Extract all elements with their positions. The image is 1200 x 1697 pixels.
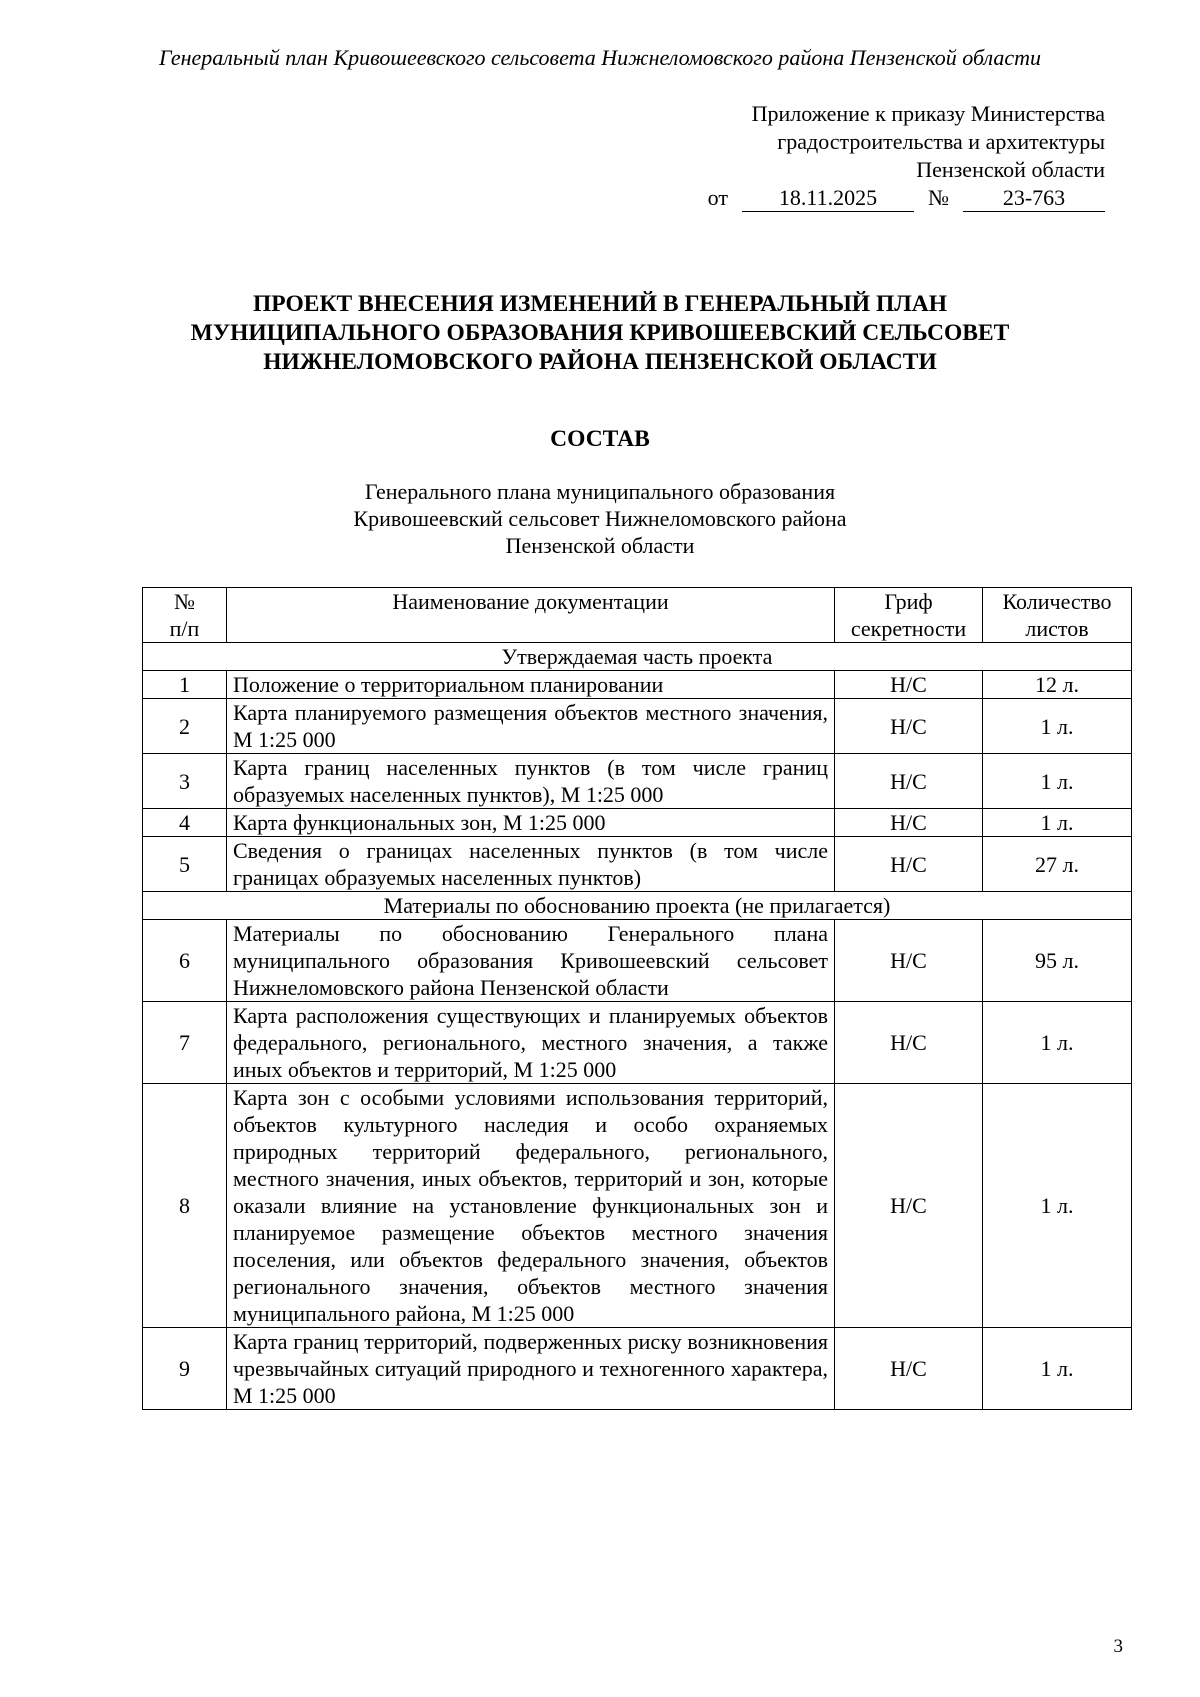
cell-num: 5 xyxy=(143,837,227,892)
section-title: СОСТАВ xyxy=(550,426,650,452)
cell-grif: Н/С xyxy=(835,809,983,837)
subtitle-line: Кривошеевский сельсовет Нижнеломовского района xyxy=(353,506,847,531)
cell-grif: Н/С xyxy=(835,920,983,1002)
cell-grif: Н/С xyxy=(835,1002,983,1084)
table-row xyxy=(143,754,1132,809)
cell-num: 3 xyxy=(143,754,227,809)
table-row xyxy=(143,1002,1132,1084)
cell-num: 8 xyxy=(143,1084,227,1328)
cell-qty: 27 л. xyxy=(983,837,1132,892)
appendix-block xyxy=(645,100,1105,212)
order-line xyxy=(645,184,1105,212)
cell-num: 7 xyxy=(143,1002,227,1084)
cell-name: Карта границ территорий, подверженных риску возникновения чрезвычайных ситуаций природного и техногенного характера, М 1:25 000 xyxy=(227,1328,835,1410)
header-num xyxy=(143,588,227,643)
cell-grif: Н/С xyxy=(835,699,983,754)
cell-num: 1 xyxy=(143,671,227,699)
table-row xyxy=(143,920,1132,1002)
header-num-line: № xyxy=(174,589,195,614)
table-row xyxy=(143,1328,1132,1410)
section-row-title: Утверждаемая часть проекта xyxy=(143,643,1132,671)
section-row xyxy=(143,643,1132,671)
cell-grif: Н/С xyxy=(835,1328,983,1410)
header-grif xyxy=(835,588,983,643)
header-qty xyxy=(983,588,1132,643)
cell-num: 2 xyxy=(143,699,227,754)
cell-grif: Н/С xyxy=(835,754,983,809)
order-prefix: от xyxy=(707,185,728,210)
appendix-line: градостроительства и архитектуры xyxy=(777,129,1105,154)
cell-grif: Н/С xyxy=(835,671,983,699)
cell-num: 9 xyxy=(143,1328,227,1410)
table-header-row xyxy=(143,588,1132,643)
cell-qty: 1 л. xyxy=(983,754,1132,809)
table-row xyxy=(143,837,1132,892)
cell-name: Карта планируемого размещения объектов местного значения, М 1:25 000 xyxy=(227,699,835,754)
cell-grif: Н/С xyxy=(835,1084,983,1328)
title-line: ПРОЕКТ ВНЕСЕНИЯ ИЗМЕНЕНИЙ В ГЕНЕРАЛЬНЫЙ ПЛАН xyxy=(253,291,947,317)
subtitle-line: Генерального плана муниципального образования xyxy=(364,479,836,504)
order-number-sign: № xyxy=(928,185,949,210)
section-row xyxy=(143,892,1132,920)
table-row xyxy=(143,699,1132,754)
cell-name: Карта расположения существующих и планируемых объектов федерального, регионального, местного значения, а также иных объектов и территорий, М 1:25 000 xyxy=(227,1002,835,1084)
order-date: 18.11.2025 xyxy=(742,185,914,212)
cell-qty: 1 л. xyxy=(983,809,1132,837)
cell-qty: 1 л. xyxy=(983,699,1132,754)
cell-qty: 1 л. xyxy=(983,1002,1132,1084)
header-grif-line: Гриф xyxy=(884,589,933,614)
header-num-line: п/п xyxy=(169,616,200,641)
table-row xyxy=(143,1084,1132,1328)
cell-qty: 1 л. xyxy=(983,1084,1132,1328)
appendix-line: Приложение к приказу Министерства xyxy=(751,101,1105,126)
page-number: 3 xyxy=(1113,1636,1123,1657)
order-number: 23-763 xyxy=(963,185,1105,212)
cell-name: Карта зон с особыми условиями использования территорий, объектов культурного наследия и особо охраняемых природных территорий федерального, регионального, местного значения, иных объектов, территорий и зон, которые оказали влияние на установление функциональных зон и планируемое размещение объектов местного значения поселения, или объектов федерального значения, объектов регионального значения, объектов местного значения муниципального района, М 1:25 000 xyxy=(227,1084,835,1328)
header-qty-line: Количество xyxy=(1002,589,1112,614)
document-title xyxy=(150,290,1050,377)
cell-num: 4 xyxy=(143,809,227,837)
cell-name: Материалы по обоснованию Генерального плана муниципального образования Кривошеевский сельсовет Нижнеломовского района Пензенской области xyxy=(227,920,835,1002)
cell-qty: 12 л. xyxy=(983,671,1132,699)
cell-name: Карта границ населенных пунктов (в том числе границ образуемых населенных пунктов), М 1:25 000 xyxy=(227,754,835,809)
cell-qty: 1 л. xyxy=(983,1328,1132,1410)
cell-name: Положение о территориальном планировании xyxy=(227,671,835,699)
cell-num: 6 xyxy=(143,920,227,1002)
subtitle-line: Пензенской области xyxy=(505,533,695,558)
cell-qty: 95 л. xyxy=(983,920,1132,1002)
section-row-title: Материалы по обоснованию проекта (не прилагается) xyxy=(143,892,1132,920)
running-header: Генеральный план Кривошеевского сельсовета Нижнеломовского района Пензенской области xyxy=(158,45,1042,70)
appendix-line: Пензенской области xyxy=(916,157,1105,182)
cell-grif: Н/С xyxy=(835,837,983,892)
title-line: МУНИЦИПАЛЬНОГО ОБРАЗОВАНИЯ КРИВОШЕЕВСКИЙ СЕЛЬСОВЕТ xyxy=(190,320,1010,346)
subtitle xyxy=(150,478,1050,559)
composition-table xyxy=(142,587,1132,1410)
cell-name: Сведения о границах населенных пунктов (в том числе границах образуемых населенных пунктов) xyxy=(227,837,835,892)
table-row xyxy=(143,809,1132,837)
table-row xyxy=(143,671,1132,699)
title-line: НИЖНЕЛОМОВСКОГО РАЙОНА ПЕНЗЕНСКОЙ ОБЛАСТИ xyxy=(263,349,937,375)
header-grif-line: секретности xyxy=(850,616,967,641)
header-qty-line: листов xyxy=(1025,616,1089,641)
header-name: Наименование документации xyxy=(227,588,835,643)
cell-name: Карта функциональных зон, М 1:25 000 xyxy=(227,809,835,837)
